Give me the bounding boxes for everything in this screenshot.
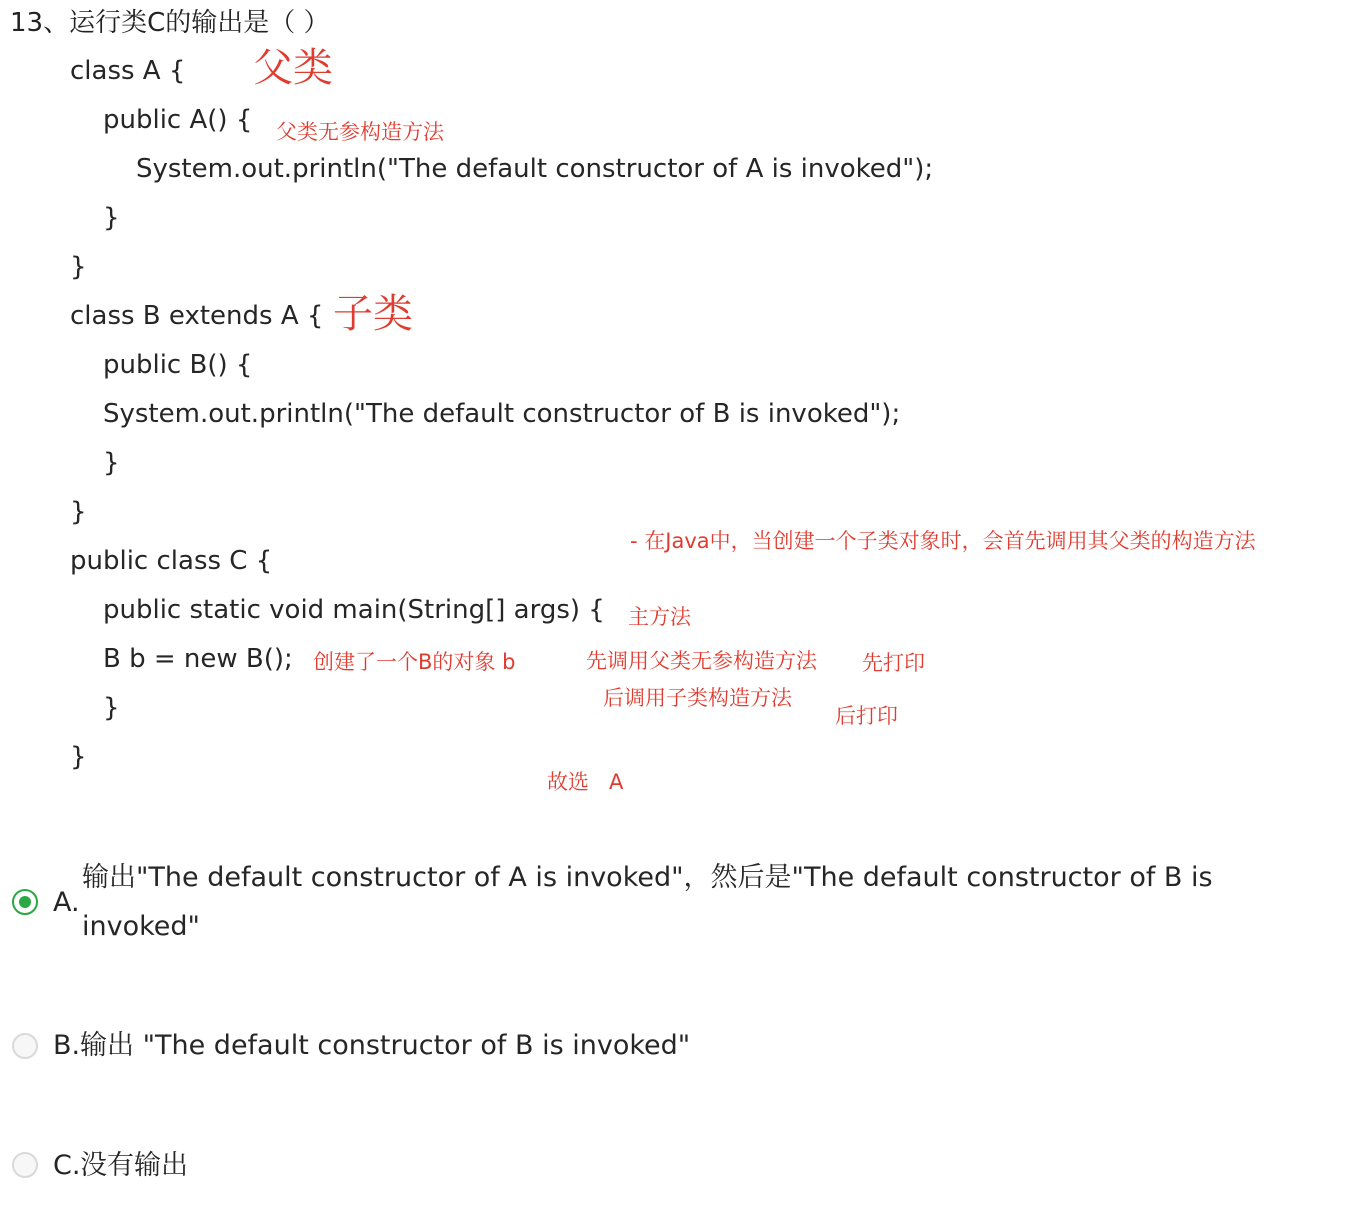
annotation-created-b: 创建了一个B的对象 b [313,650,516,674]
radio-unchecked-icon[interactable] [12,1152,38,1178]
annotation-print-after: 后打印 [835,704,898,728]
annotation-parent-ctor: 父类无参构造方法 [276,120,444,144]
annotation-answer: 故选 A [547,770,624,794]
option-a-letter: A. [53,887,80,918]
code-line-close: } [70,497,87,527]
radio-checked-icon[interactable] [12,889,38,915]
code-line-ctor-a: public A() { [103,105,253,135]
option-c-letter: C. [53,1150,81,1181]
annotation-parent-class: 父类 [253,45,333,91]
code-line-println-a: System.out.println("The default constructor of A is invoked"); [136,154,934,184]
annotation-note: - 在Java中，当创建一个子类对象时，会首先调用其父类的构造方法 [630,529,1256,553]
code-line-new-b: B b = new B(); [103,644,293,674]
code-line-class-a: class A { [70,56,186,86]
code-line-class-c: public class C { [70,546,273,576]
annotation-call-child-after: 后调用子类构造方法 [603,686,792,710]
option-c-text: 没有输出 [80,1150,188,1181]
option-a-text-line1: 输出"The default constructor of A is invoked"，然后是"The default constructor of B is [82,862,1213,893]
code-line-ctor-b: public B() { [103,350,253,380]
code-line-close: } [103,448,120,478]
option-a[interactable] [0,860,1353,950]
annotation-main-method: 主方法 [628,605,691,629]
code-line-close: } [103,693,120,723]
option-a-text-line2: invoked" [82,911,200,942]
code-line-println-b: System.out.println("The default constructor of B is invoked"); [103,399,901,429]
code-line-close: } [70,252,87,282]
code-line-class-b: class B extends A { [70,301,324,331]
code-line-close: } [103,203,120,233]
code-line-main: public static void main(String[] args) { [103,595,605,625]
code-line-close: } [70,742,87,772]
annotation-child-class: 子类 [333,291,413,337]
annotation-print-first: 先打印 [862,651,925,675]
annotation-call-parent-first: 先调用父类无参构造方法 [586,649,817,673]
question-title: 13、运行类C的输出是（ ） [10,8,330,38]
option-b[interactable] [0,1028,1353,1068]
option-c[interactable] [0,1148,1353,1188]
radio-unchecked-icon[interactable] [12,1033,38,1059]
option-b-text: 输出 "The default constructor of B is invoked" [80,1030,691,1061]
option-b-letter: B. [53,1030,81,1061]
